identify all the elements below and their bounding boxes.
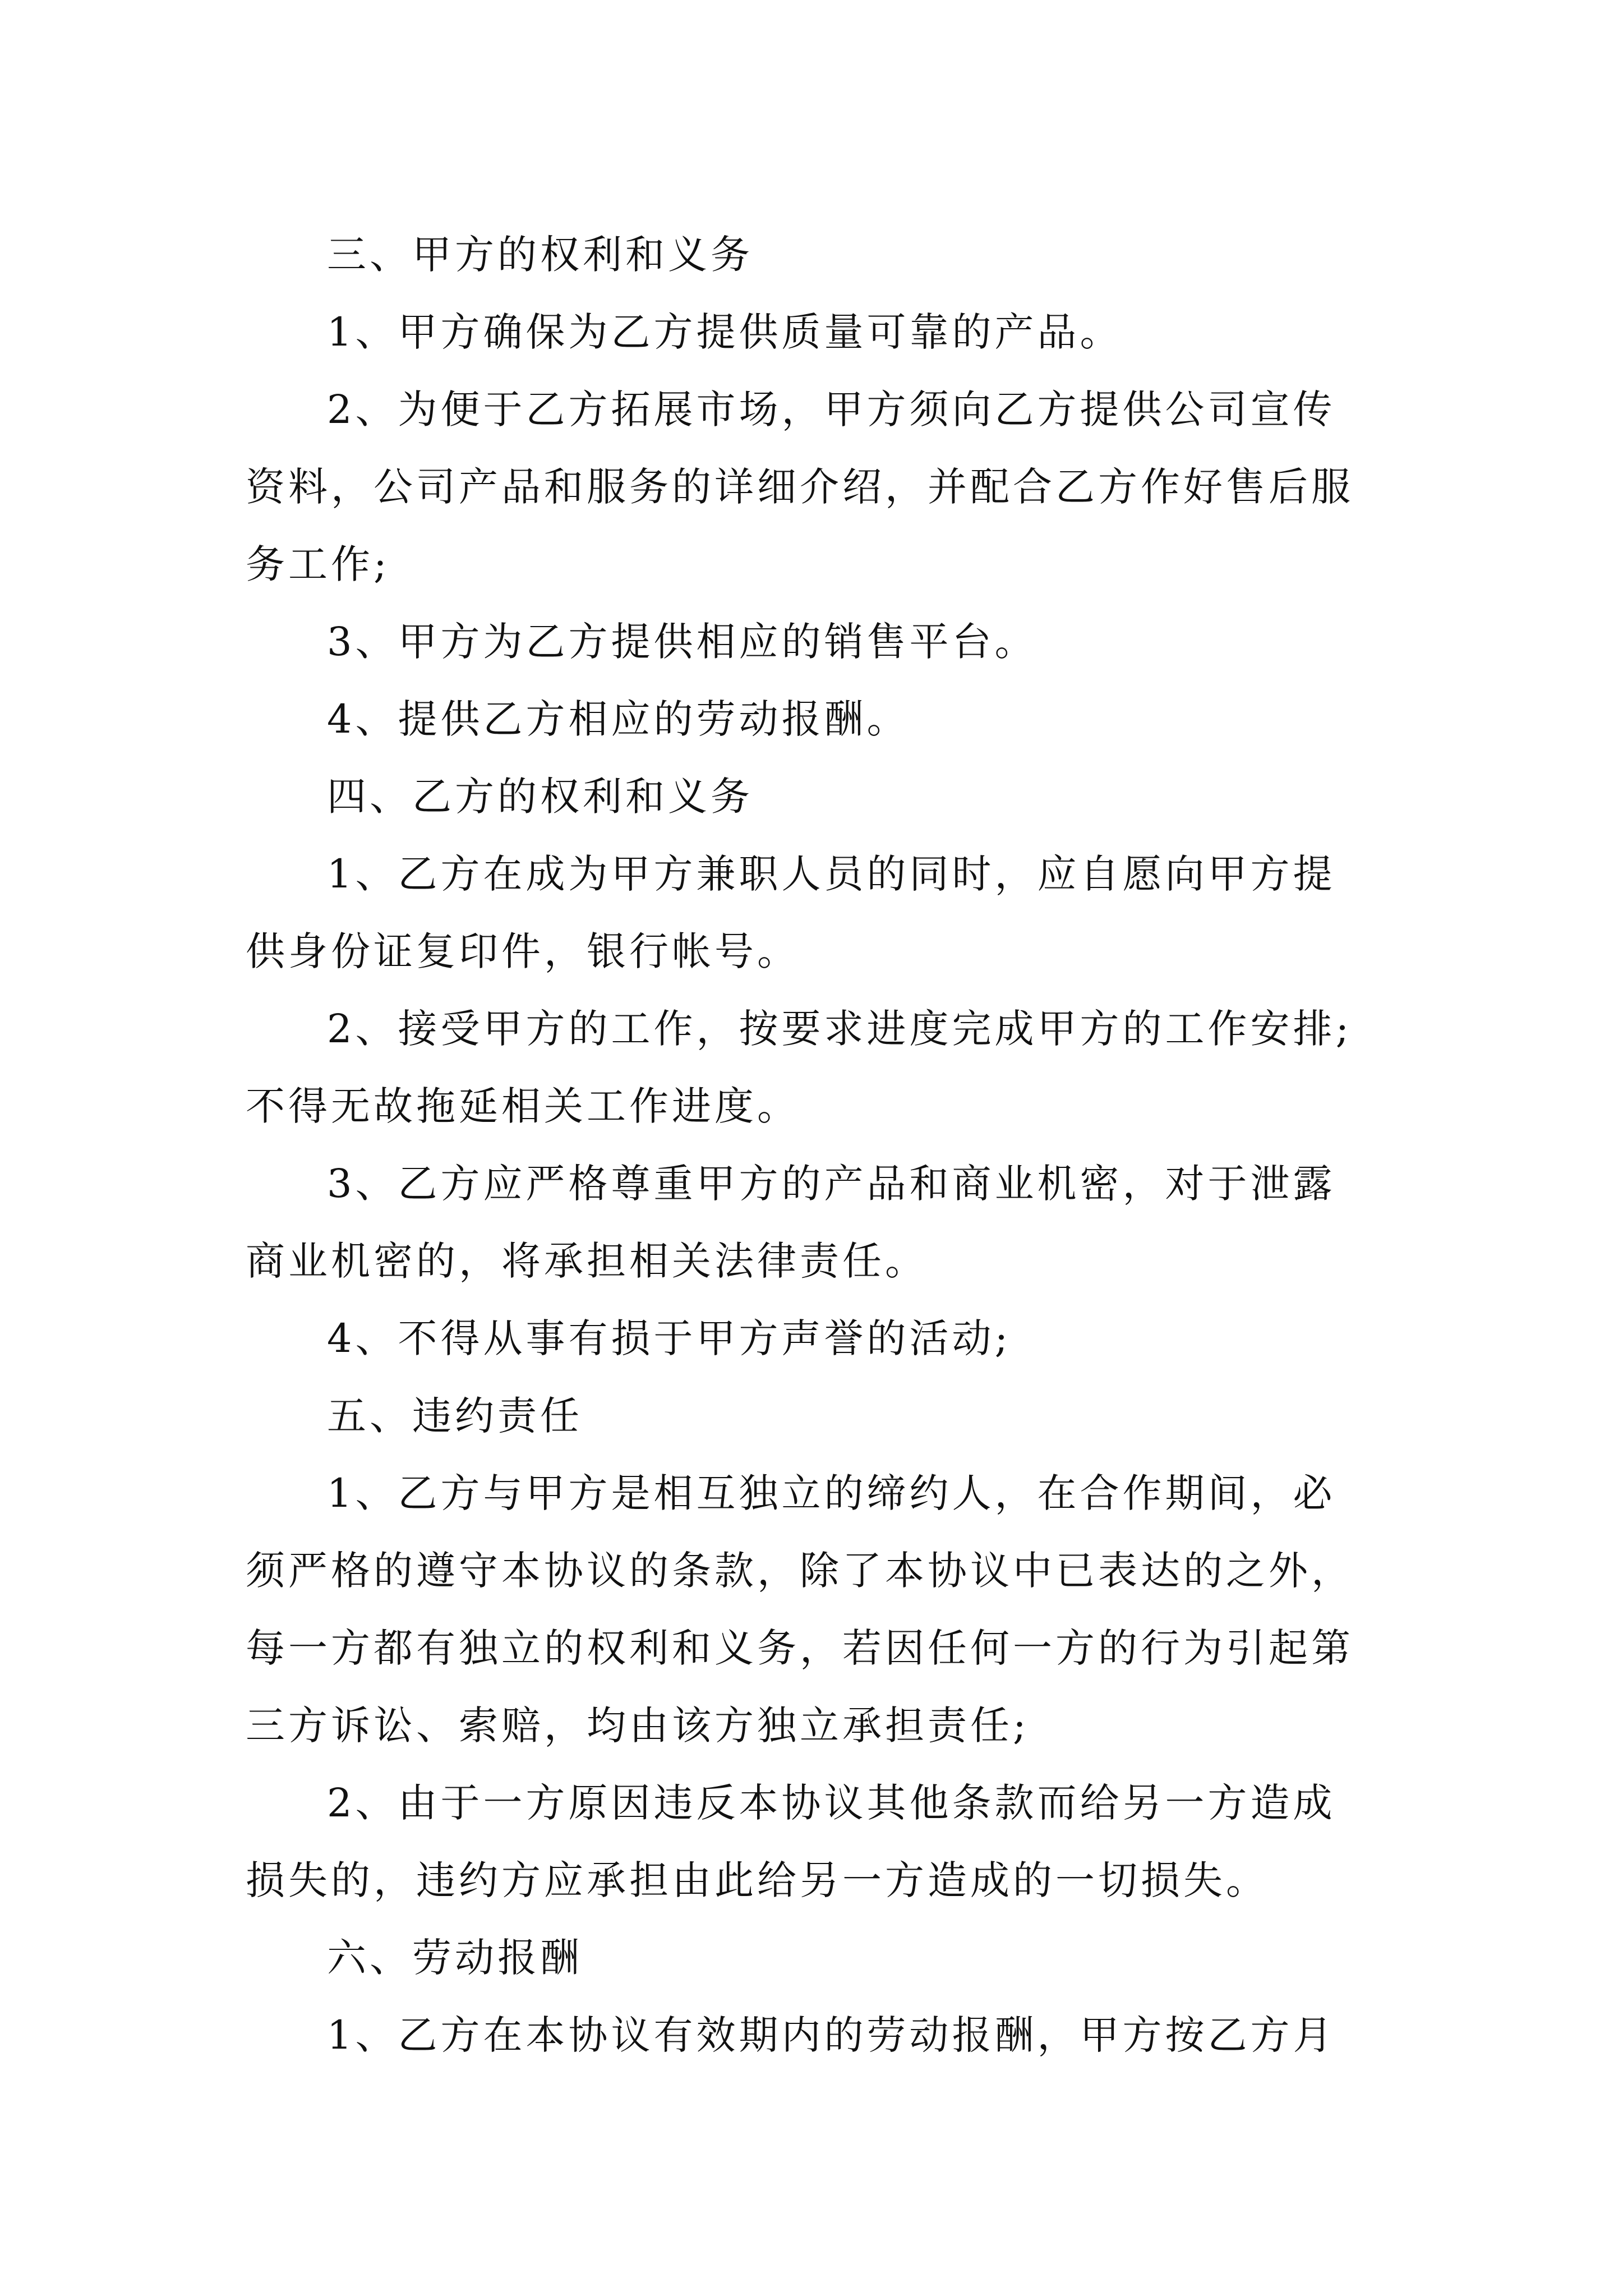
section-heading-breach-liability: 五、违约责任 [327, 1393, 583, 1439]
paragraph-line: 资料，公司产品和服务的详细介绍，并配合乙方作好售后服 [246, 464, 1354, 510]
paragraph-line: 3、乙方应严格尊重甲方的产品和商业机密，对于泄露 [327, 1161, 1336, 1207]
paragraph-line: 不得无故拖延相关工作进度。 [246, 1083, 800, 1129]
section-heading-remuneration: 六、劳动报酬 [327, 1935, 583, 1981]
document-body [246, 216, 1390, 2074]
paragraph-line: 2、由于一方原因违反本协议其他条款而给另一方造成 [327, 1780, 1336, 1826]
section-heading-party-a-rights: 三、甲方的权利和义务 [327, 232, 753, 278]
paragraph-line: 2、接受甲方的工作，按要求进度完成甲方的工作安排; [327, 1006, 1353, 1052]
paragraph-line: 须严格的遵守本协议的条款，除了本协议中已表达的之外， [246, 1548, 1354, 1594]
paragraph-line: 务工作; [246, 541, 390, 587]
paragraph-line: 供身份证复印件，银行帐号。 [246, 928, 800, 974]
paragraph-line: 损失的，违约方应承担由此给另一方造成的一切损失。 [246, 1857, 1269, 1903]
paragraph-line: 4、不得从事有损于甲方声誉的活动; [327, 1315, 1012, 1361]
paragraph-line: 4、提供乙方相应的劳动报酬。 [327, 696, 910, 742]
paragraph-line: 2、为便于乙方拓展市场，甲方须向乙方提供公司宣传 [327, 386, 1336, 432]
paragraph-line: 商业机密的，将承担相关法律责任。 [246, 1238, 928, 1284]
paragraph-line: 3、甲方为乙方提供相应的销售平台。 [327, 619, 1038, 665]
paragraph-line: 1、乙方在成为甲方兼职人员的同时，应自愿向甲方提 [327, 851, 1336, 897]
paragraph-line: 1、乙方与甲方是相互独立的缔约人，在合作期间，必 [327, 1470, 1336, 1516]
paragraph-line: 1、甲方确保为乙方提供质量可靠的产品。 [327, 309, 1123, 355]
paragraph-line: 每一方都有独立的权利和义务，若因任何一方的行为引起第 [246, 1625, 1354, 1671]
section-heading-party-b-rights: 四、乙方的权利和义务 [327, 774, 753, 820]
paragraph-line: 三方诉讼、索赔，均由该方独立承担责任; [246, 1703, 1030, 1749]
paragraph-line: 1、乙方在本协议有效期内的劳动报酬，甲方按乙方月 [327, 2012, 1336, 2058]
